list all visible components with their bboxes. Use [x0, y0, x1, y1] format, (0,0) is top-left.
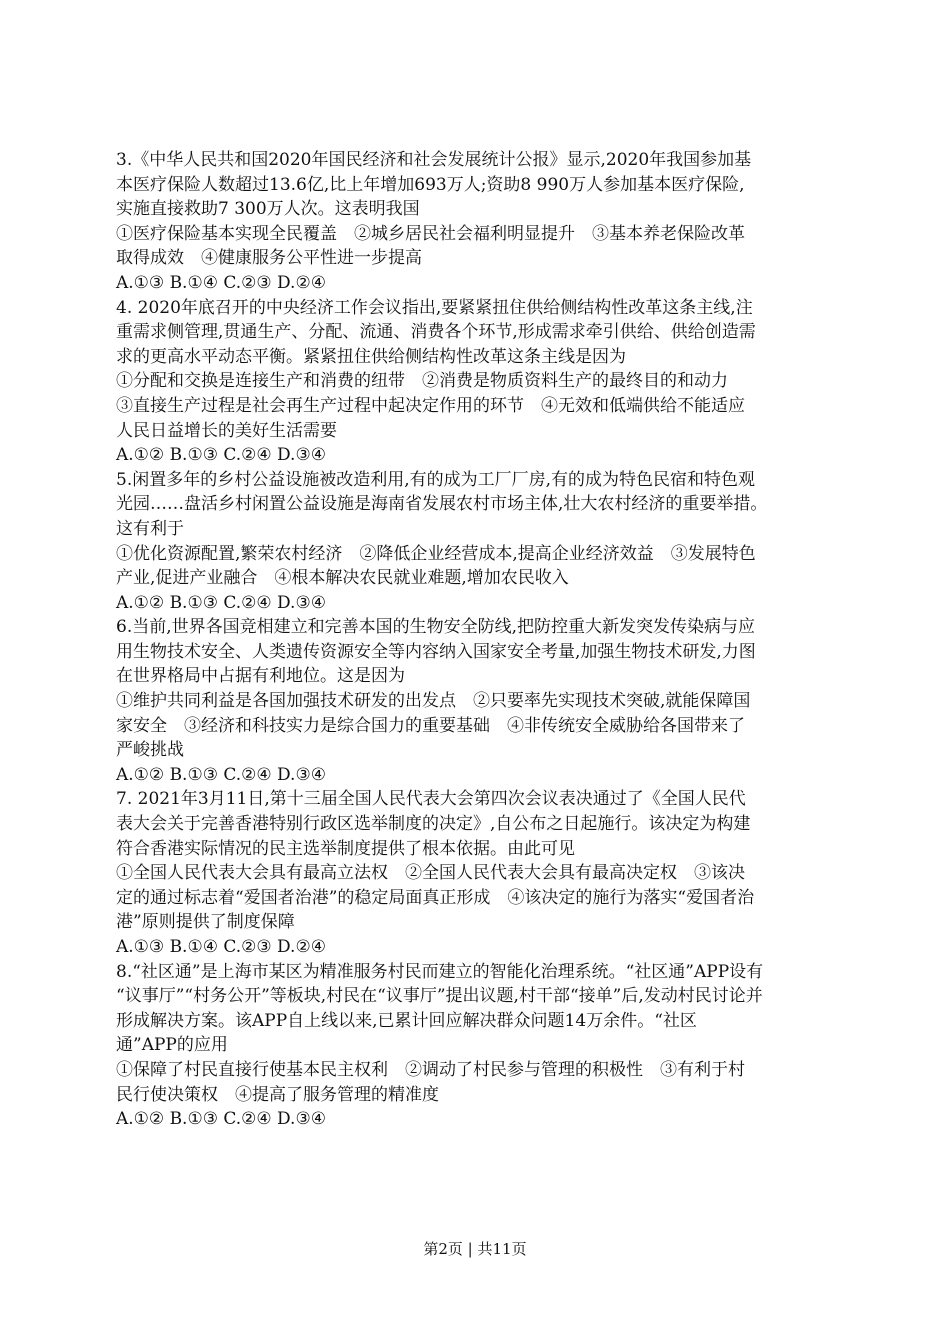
question-option-line: 产业,促进产业融合 ④根本解决农民就业难题,增加农民收入	[116, 568, 569, 589]
question-option-line: 取得成效 ④健康服务公平性进一步提高	[116, 248, 422, 269]
question-stem-line: 6.当前,世界各国竞相建立和完善本国的生物安全防线,把防控重大新发突发传染病与应	[116, 617, 756, 638]
question-block	[116, 615, 838, 787]
question-stem-line: 4. 2020年底召开的中央经济工作会议指出,要紧紧扭住供给侧结构性改革这条主线,注	[116, 297, 753, 318]
question-option-line: ①医疗保险基本实现全民覆盖 ②城乡居民社会福利明显提升 ③基本养老保险改革	[116, 223, 745, 244]
answer-choices: A.①② B.①③ C.②④ D.③④	[116, 1109, 326, 1130]
question-stem-line: 形成解决方案。该APP自上线以来,已累计回应解决群众问题14万余件。“社区	[116, 1010, 697, 1031]
question-stem-line: 求的更高水平动态平衡。紧紧扭住供给侧结构性改革这条主线是因为	[116, 346, 626, 367]
answer-choices: A.①③ B.①④ C.②③ D.②④	[116, 272, 326, 293]
answer-choices: A.①② B.①③ C.②④ D.③④	[116, 445, 326, 466]
question-stem-line: 表大会关于完善香港特别行政区选举制度的决定》,自公布之日起施行。该决定为构建	[116, 814, 751, 835]
question-stem-line: 在世界格局中占据有利地位。这是因为	[116, 666, 405, 687]
question-option-line: 严峻挑战	[116, 740, 184, 761]
question-stem-line: 通”APP的应用	[116, 1035, 228, 1056]
question-option-line: 港”原则提供了制度保障	[116, 912, 295, 933]
page-footer: 第2页 | 共11页	[423, 1240, 527, 1258]
question-stem-line: 符合香港实际情况的民主选举制度提供了根本依据。由此可见	[116, 838, 575, 859]
question-block	[116, 148, 838, 296]
question-option-line: ①维护共同利益是各国加强技术研发的出发点 ②只要率先实现技术突破,就能保障国	[116, 691, 751, 712]
question-option-line: 家安全 ③经济和科技实力是综合国力的重要基础 ④非传统安全威胁给各国带来了	[116, 715, 745, 736]
question-block	[116, 787, 838, 959]
question-list	[116, 148, 838, 1132]
question-stem-line: 重需求侧管理,贯通生产、分配、流通、消费各个环节,形成需求牵引供给、供给创造需	[116, 322, 756, 343]
question-option-line: ①优化资源配置,繁荣农村经济 ②降低企业经营成本,提高企业经济效益 ③发展特色	[116, 543, 756, 564]
question-block	[116, 296, 838, 468]
question-option-line: ①分配和交换是连接生产和消费的纽带 ②消费是物质资料生产的最终目的和动力	[116, 371, 728, 392]
question-stem-line: 8.“社区通”是上海市某区为精准服务村民而建立的智能化治理系统。“社区通”APP设有	[116, 961, 764, 982]
answer-choices: A.①② B.①③ C.②④ D.③④	[116, 592, 326, 613]
question-option-line: 定的通过标志着“爱国者治港”的稳定局面真正形成 ④该决定的施行为落实“爱国者治	[116, 887, 755, 908]
question-block	[116, 468, 838, 616]
answer-choices: A.①③ B.①④ C.②③ D.②④	[116, 937, 326, 957]
question-block	[116, 960, 838, 1132]
question-stem-line: 这有利于	[116, 518, 184, 539]
question-stem-line: “议事厅”“村务公开”等板块,村民在“议事厅”提出议题,村干部“接单”后,发动村民讨论并	[116, 986, 763, 1007]
question-stem-line: 实施直接救助7 300万人次。这表明我国	[116, 199, 420, 220]
question-stem-line: 用生物技术安全、人类遗传资源安全等内容纳入国家安全考量,加强生物技术研发,力图	[116, 641, 756, 662]
question-stem-line: 光园……盘活乡村闲置公益设施是海南省发展农村市场主体,壮大农村经济的重要举措。	[116, 494, 768, 515]
answer-choices: A.①② B.①③ C.②④ D.③④	[116, 764, 326, 785]
question-option-line: 人民日益增长的美好生活需要	[116, 420, 337, 441]
question-option-line: ①保障了村民直接行使基本民主权利 ②调动了村民参与管理的积极性 ③有利于村	[116, 1059, 745, 1080]
question-stem-line: 7. 2021年3月11日,第十三届全国人民代表大会第四次会议表决通过了《全国人民代	[116, 789, 746, 810]
question-option-line: ①全国人民代表大会具有最高立法权 ②全国人民代表大会具有最高决定权 ③该决	[116, 863, 745, 884]
question-option-line: 民行使决策权 ④提高了服务管理的精准度	[116, 1084, 439, 1105]
question-option-line: ③直接生产过程是社会再生产过程中起决定作用的环节 ④无效和低端供给不能适应	[116, 395, 745, 416]
question-stem-line: 本医疗保险人数超过13.6亿,比上年增加693万人;资助8 990万人参加基本医疗保险,	[116, 174, 745, 195]
question-stem-line: 3.《中华人民共和国2020年国民经济和社会发展统计公报》显示,2020年我国参加基	[116, 150, 752, 170]
question-stem-line: 5.闲置多年的乡村公益设施被改造利用,有的成为工厂厂房,有的成为特色民宿和特色观	[116, 469, 756, 490]
